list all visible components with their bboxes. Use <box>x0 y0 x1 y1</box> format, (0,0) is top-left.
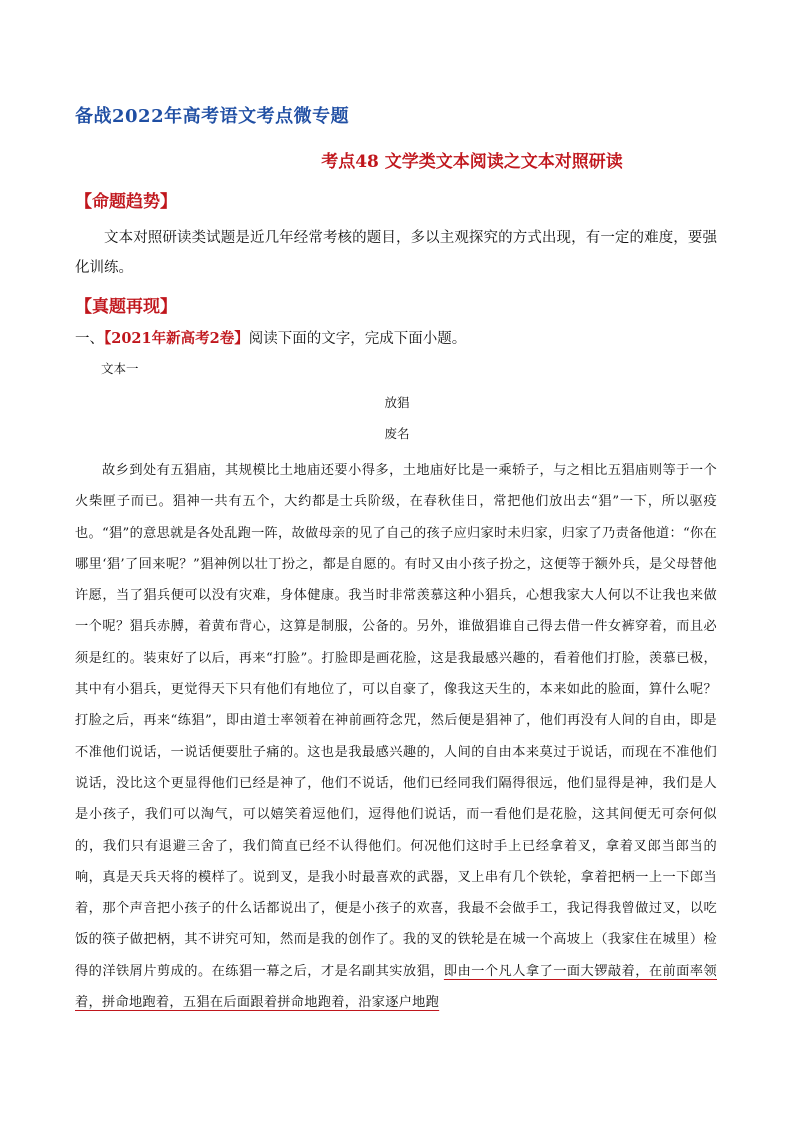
text-one-label: 文本一 <box>101 361 139 376</box>
passage-main-text: 故乡到处有五猖庙，其规模比土地庙还要小得多，土地庙好比是一乘轿子，与之相比五猖庙则等于一个火柴匣子而已。猖神一共有五个，大约都是士兵阶级，在春秋佳日，常把他们放出去“猖”一下，所以驱疫也。“猖”的意思就是各处乱跑一阵，故做母亲的见了自己的孩子应归家时未归家，归家了乃责备他道：“你在哪里‘猖’了回来呢？”猖神例以壮丁扮之，都是自愿的。有时又由小孩子扮之，这便等于额外兵，是父母替他许愿，当了猖兵便可以没有灾难，身体健康。我当时非常羡慕这种小猖兵，心想我家大人何以不让我也来做一个呢？猖兵赤膊，着黄布背心，这算是制服，公备的。另外，谁做猖谁自己得去借一件女裤穿着，而且必须是红的。装束好了以后，再来“打脸”。打脸即是画花脸，这是我最感兴趣的，看着他们打脸，羡慕已极，其中有小猖兵，更觉得天下只有他们有地位了，可以自豪了，像我这天生的，本来如此的脸面，算什么呢？打脸之后，再来“练猖”，即由道士率领着在神前画符念咒，然后便是猖神了，他们再没有人间的自由，即是不准他们说话，一说话便要肚子痛的。这也是我最感兴趣的，人间的自由本来莫过于说话，而现在不准他们说话，没比这个更显得他们已经是神了，他们不说话，他们已经同我们隔得很远，他们显得是神，我们是人是小孩子，我们可以淘气，可以嬉笑着逗他们，逗得他们说话，而一看他们是花脸，这其间便无可奈何似的，我们只有退避三舍了，我们简直已经不认得他们。何况他们这时手上已经拿着叉，拿着叉郎当郎当的响，真是天兵天将的模样了。说到叉，是我小时最喜欢的武器，叉上串有几个铁轮，拿着把柄一上一下郎当着，那个声音把小孩子的什么话都说出了，便是小孩子的欢喜，我最不会做手工，我记得我曾做过叉，以吃饭的筷子做把柄，其不讲究可知，然而是我的创作了。我的叉的铁轮是在城一个高坡上（我家住在城里）检得的洋铁屑片剪成的。在练猖一幕之后，才是名副其实放猖， <box>75 463 717 979</box>
exam-heading: 【真题再现】 <box>75 297 177 317</box>
trend-heading: 【命题趋势】 <box>75 192 177 212</box>
series-title: 备战2022年高考语文考点微专题 <box>75 106 350 127</box>
passage-body <box>75 455 717 1018</box>
question-number: 一、 <box>75 331 104 347</box>
question-line <box>75 327 466 351</box>
passage-title: 放猖 <box>384 395 410 410</box>
passage-underlined-text: 即由一个凡人拿了一面大锣敲着，在前面率领着，拼命地跑着，五猖在后面跟着拼命地跑着，沿家逐户地跑 <box>75 963 717 1011</box>
passage-author: 废名 <box>384 426 410 441</box>
topic-title: 考点48 文学类文本阅读之文本对照研读 <box>321 152 623 172</box>
trend-paragraph: 文本对照研读类试题是近几年经常考核的题目，多以主观探究的方式出现，有一定的难度，要强化训练。 <box>75 230 717 276</box>
question-source: 【2021年新高考2卷】 <box>104 330 249 347</box>
question-instruction: 阅读下面的文字，完成下面小题。 <box>248 331 467 347</box>
